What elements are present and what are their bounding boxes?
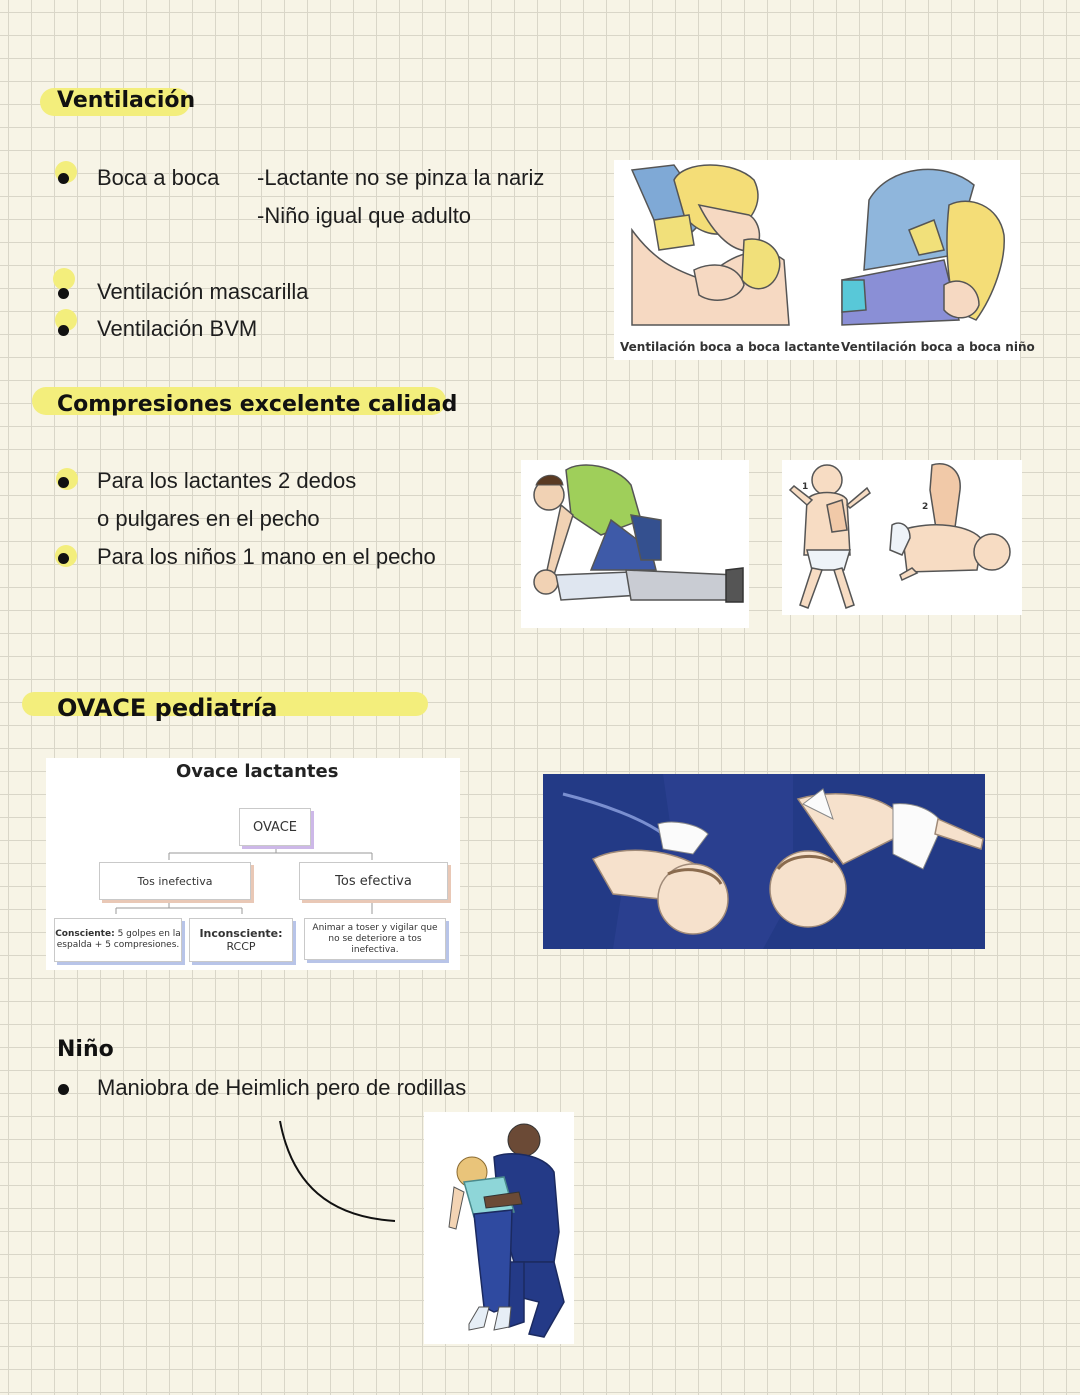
diagram-root-node: OVACE: [239, 808, 311, 846]
bullet: [58, 173, 69, 184]
ovace-diagram: [46, 758, 460, 970]
note-nino: -Niño igual que adulto: [257, 203, 472, 228]
section-title-nino: Niño: [57, 1037, 114, 1062]
infant-ovace-figures: [543, 774, 985, 949]
section-title-ovace: OVACE pediatría: [57, 694, 278, 722]
diagram-node-tos-efectiva: Tos efectiva: [299, 862, 448, 900]
list-item-heimlich: Maniobra de Heimlich pero de rodillas: [97, 1075, 467, 1100]
section-title-ventilacion: Ventilación: [57, 88, 196, 113]
diagram-leaf-tos-efectiva: Animar a toser y vigilar que no se deteriore a tos inefectiva.: [304, 918, 446, 960]
list-item-lactantes-line2: o pulgares en el pecho: [97, 506, 320, 531]
child-compression-illustration: [521, 460, 749, 628]
mouth-to-mouth-illustration: [614, 160, 1020, 360]
ventilation-illustration: [614, 160, 1035, 360]
caption-lactante: Ventilación boca a boca lactante: [620, 340, 840, 354]
leaf-text-inconsciente: RCCP: [226, 940, 256, 953]
cpr-infant-figures: [782, 460, 1022, 615]
bullet: [58, 1084, 69, 1095]
diagram-leaf-inconsciente: [189, 918, 293, 962]
list-item-bvm: Ventilación BVM: [97, 316, 258, 341]
bullet: [58, 325, 69, 336]
caption-nino: Ventilación boca a boca niño: [841, 340, 1035, 354]
bullet: [58, 288, 69, 299]
note-lactante: -Lactante no se pinza la nariz: [257, 165, 545, 190]
diagram-leaf-consciente: [54, 918, 182, 962]
cpr-child-figure: [521, 460, 749, 628]
bullet: [58, 477, 69, 488]
list-item-mascarilla: Ventilación mascarilla: [97, 279, 309, 304]
infant-compression-illustration: [782, 460, 1022, 615]
list-item-boca-a-boca: Boca a boca: [97, 165, 220, 190]
heimlich-figures: [424, 1112, 574, 1344]
infant-ovace-illustration: [543, 774, 985, 949]
heimlich-illustration: [424, 1112, 574, 1344]
section-title-compresiones: Compresiones excelente calidad: [57, 392, 458, 417]
leaf-text-consciente: 5 golpes en la espalda + 5 compresiones.: [56, 929, 181, 950]
diagram-node-tos-inefectiva: Tos inefectiva: [99, 862, 251, 900]
list-item-ninos: Para los niños 1 mano en el pecho: [97, 544, 436, 569]
step-number-2: 2: [922, 502, 929, 512]
diagram-title: Ovace lactantes: [176, 761, 339, 782]
bullet: [58, 553, 69, 564]
list-item-lactantes-line1: Para los lactantes 2 dedos: [97, 468, 357, 493]
bullet-highlight: [53, 268, 75, 290]
leaf-label-consciente: Consciente:: [55, 929, 115, 939]
leaf-label-inconsciente: Inconsciente:: [199, 927, 283, 940]
step-number-1: 1: [802, 482, 809, 492]
arrow-curve: [270, 1115, 410, 1235]
